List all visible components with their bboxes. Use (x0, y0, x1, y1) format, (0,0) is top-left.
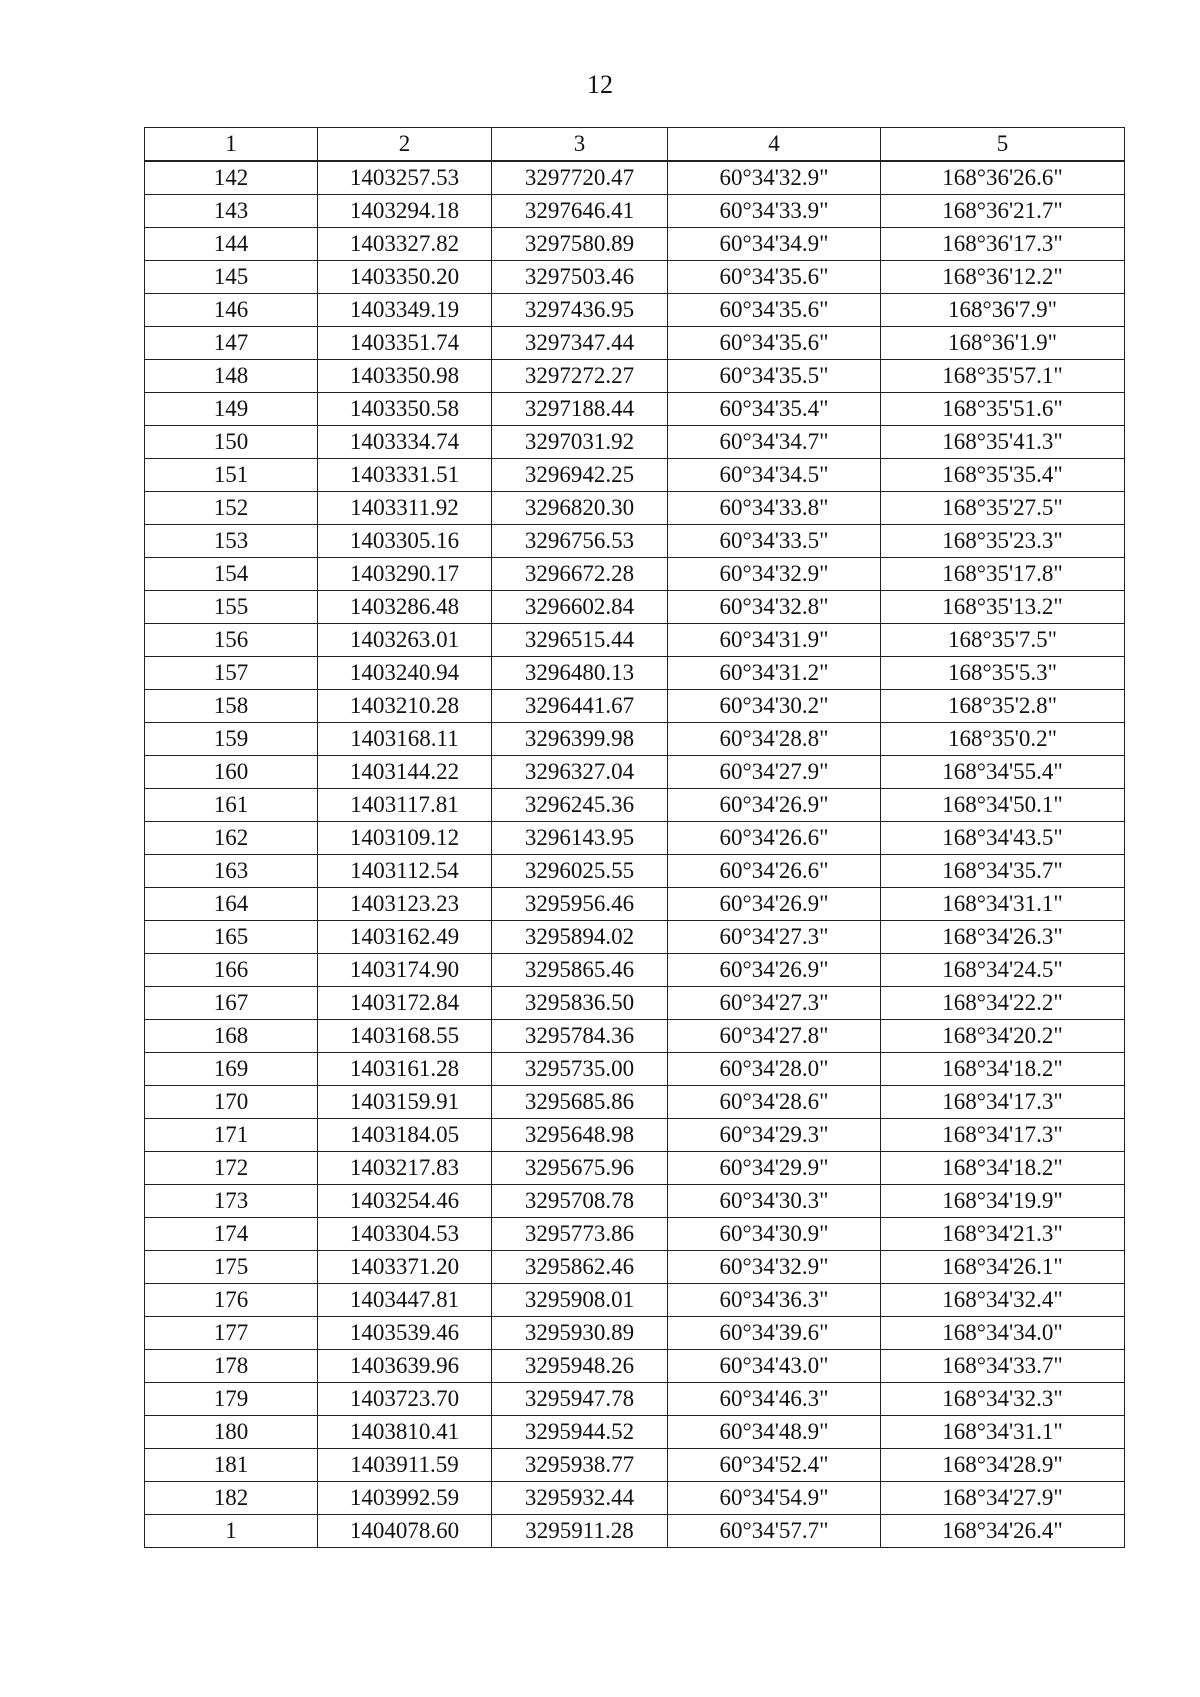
y-coordinate-cell: 3297580.89 (492, 228, 668, 261)
x-coordinate-cell: 1403305.16 (318, 525, 492, 558)
point-number-cell: 178 (145, 1350, 318, 1383)
longitude-cell: 168°34'18.2" (881, 1053, 1125, 1086)
longitude-cell: 168°34'17.3" (881, 1086, 1125, 1119)
point-number-cell: 172 (145, 1152, 318, 1185)
longitude-cell: 168°34'35.7" (881, 855, 1125, 888)
point-number-cell: 147 (145, 327, 318, 360)
header-col-4: 4 (668, 128, 881, 162)
latitude-cell: 60°34'33.9" (668, 195, 881, 228)
point-number-cell: 157 (145, 657, 318, 690)
x-coordinate-cell: 1403447.81 (318, 1284, 492, 1317)
x-coordinate-cell: 1403350.58 (318, 393, 492, 426)
x-coordinate-cell: 1403351.74 (318, 327, 492, 360)
y-coordinate-cell: 3295944.52 (492, 1416, 668, 1449)
x-coordinate-cell: 1403911.59 (318, 1449, 492, 1482)
longitude-cell: 168°34'31.1" (881, 1416, 1125, 1449)
point-number-cell: 171 (145, 1119, 318, 1152)
y-coordinate-cell: 3295735.00 (492, 1053, 668, 1086)
longitude-cell: 168°34'22.2" (881, 987, 1125, 1020)
table-row (145, 1053, 1125, 1086)
latitude-cell: 60°34'30.2" (668, 690, 881, 723)
x-coordinate-cell: 1403304.53 (318, 1218, 492, 1251)
table-row (145, 591, 1125, 624)
latitude-cell: 60°34'34.7" (668, 426, 881, 459)
x-coordinate-cell: 1403539.46 (318, 1317, 492, 1350)
table-row (145, 690, 1125, 723)
point-number-cell: 142 (145, 161, 318, 195)
page-number: 12 (587, 70, 613, 99)
point-number-cell: 156 (145, 624, 318, 657)
table-row (145, 1284, 1125, 1317)
x-coordinate-cell: 1403144.22 (318, 756, 492, 789)
latitude-cell: 60°34'27.8" (668, 1020, 881, 1053)
table-row (145, 525, 1125, 558)
latitude-cell: 60°34'32.9" (668, 1251, 881, 1284)
x-coordinate-cell: 1403174.90 (318, 954, 492, 987)
y-coordinate-cell: 3295938.77 (492, 1449, 668, 1482)
table-row (145, 261, 1125, 294)
point-number-cell: 166 (145, 954, 318, 987)
header-col-2: 2 (318, 128, 492, 162)
longitude-cell: 168°35'7.5" (881, 624, 1125, 657)
longitude-cell: 168°36'1.9" (881, 327, 1125, 360)
table-row (145, 1449, 1125, 1482)
x-coordinate-cell: 1403117.81 (318, 789, 492, 822)
latitude-cell: 60°34'28.8" (668, 723, 881, 756)
y-coordinate-cell: 3295708.78 (492, 1185, 668, 1218)
latitude-cell: 60°34'31.2" (668, 657, 881, 690)
point-number-cell: 161 (145, 789, 318, 822)
latitude-cell: 60°34'26.6" (668, 822, 881, 855)
y-coordinate-cell: 3297720.47 (492, 161, 668, 195)
x-coordinate-cell: 1403311.92 (318, 492, 492, 525)
table-row (145, 1086, 1125, 1119)
latitude-cell: 60°34'26.9" (668, 789, 881, 822)
x-coordinate-cell: 1403168.55 (318, 1020, 492, 1053)
table-row (145, 1152, 1125, 1185)
point-number-cell: 153 (145, 525, 318, 558)
header-col-3: 3 (492, 128, 668, 162)
x-coordinate-cell: 1403723.70 (318, 1383, 492, 1416)
longitude-cell: 168°35'5.3" (881, 657, 1125, 690)
y-coordinate-cell: 3296602.84 (492, 591, 668, 624)
y-coordinate-cell: 3295947.78 (492, 1383, 668, 1416)
longitude-cell: 168°34'50.1" (881, 789, 1125, 822)
x-coordinate-cell: 1404078.60 (318, 1515, 492, 1548)
latitude-cell: 60°34'46.3" (668, 1383, 881, 1416)
point-number-cell: 165 (145, 921, 318, 954)
latitude-cell: 60°34'31.9" (668, 624, 881, 657)
table-row (145, 756, 1125, 789)
point-number-cell: 146 (145, 294, 318, 327)
latitude-cell: 60°34'27.3" (668, 987, 881, 1020)
coordinates-table (144, 127, 1125, 1548)
latitude-cell: 60°34'26.6" (668, 855, 881, 888)
latitude-cell: 60°34'35.5" (668, 360, 881, 393)
y-coordinate-cell: 3296480.13 (492, 657, 668, 690)
x-coordinate-cell: 1403331.51 (318, 459, 492, 492)
longitude-cell: 168°35'51.6" (881, 393, 1125, 426)
latitude-cell: 60°34'28.6" (668, 1086, 881, 1119)
y-coordinate-cell: 3297646.41 (492, 195, 668, 228)
x-coordinate-cell: 1403810.41 (318, 1416, 492, 1449)
latitude-cell: 60°34'35.6" (668, 327, 881, 360)
point-number-cell: 150 (145, 426, 318, 459)
table-row (145, 888, 1125, 921)
table-row (145, 1119, 1125, 1152)
point-number-cell: 177 (145, 1317, 318, 1350)
y-coordinate-cell: 3297503.46 (492, 261, 668, 294)
y-coordinate-cell: 3295956.46 (492, 888, 668, 921)
x-coordinate-cell: 1403350.20 (318, 261, 492, 294)
y-coordinate-cell: 3295948.26 (492, 1350, 668, 1383)
table-row (145, 822, 1125, 855)
table-row (145, 1482, 1125, 1515)
table-row (145, 1185, 1125, 1218)
x-coordinate-cell: 1403263.01 (318, 624, 492, 657)
table-row (145, 558, 1125, 591)
y-coordinate-cell: 3297031.92 (492, 426, 668, 459)
latitude-cell: 60°34'26.9" (668, 954, 881, 987)
x-coordinate-cell: 1403254.46 (318, 1185, 492, 1218)
point-number-cell: 143 (145, 195, 318, 228)
x-coordinate-cell: 1403109.12 (318, 822, 492, 855)
longitude-cell: 168°34'24.5" (881, 954, 1125, 987)
x-coordinate-cell: 1403290.17 (318, 558, 492, 591)
longitude-cell: 168°34'34.0" (881, 1317, 1125, 1350)
y-coordinate-cell: 3295894.02 (492, 921, 668, 954)
latitude-cell: 60°34'43.0" (668, 1350, 881, 1383)
longitude-cell: 168°36'26.6" (881, 161, 1125, 195)
y-coordinate-cell: 3297436.95 (492, 294, 668, 327)
latitude-cell: 60°34'27.3" (668, 921, 881, 954)
x-coordinate-cell: 1403371.20 (318, 1251, 492, 1284)
point-number-cell: 152 (145, 492, 318, 525)
x-coordinate-cell: 1403172.84 (318, 987, 492, 1020)
latitude-cell: 60°34'35.4" (668, 393, 881, 426)
table-row (145, 393, 1125, 426)
y-coordinate-cell: 3296756.53 (492, 525, 668, 558)
latitude-cell: 60°34'27.9" (668, 756, 881, 789)
point-number-cell: 154 (145, 558, 318, 591)
table-row (145, 987, 1125, 1020)
point-number-cell: 145 (145, 261, 318, 294)
point-number-cell: 164 (145, 888, 318, 921)
y-coordinate-cell: 3295784.36 (492, 1020, 668, 1053)
y-coordinate-cell: 3295930.89 (492, 1317, 668, 1350)
table-row (145, 1317, 1125, 1350)
point-number-cell: 169 (145, 1053, 318, 1086)
point-number-cell: 181 (145, 1449, 318, 1482)
y-coordinate-cell: 3295675.96 (492, 1152, 668, 1185)
latitude-cell: 60°34'30.3" (668, 1185, 881, 1218)
longitude-cell: 168°34'55.4" (881, 756, 1125, 789)
longitude-cell: 168°35'23.3" (881, 525, 1125, 558)
table-body (145, 161, 1125, 1548)
longitude-cell: 168°34'27.9" (881, 1482, 1125, 1515)
y-coordinate-cell: 3296441.67 (492, 690, 668, 723)
point-number-cell: 159 (145, 723, 318, 756)
y-coordinate-cell: 3296515.44 (492, 624, 668, 657)
table-row (145, 954, 1125, 987)
point-number-cell: 158 (145, 690, 318, 723)
table-row (145, 459, 1125, 492)
longitude-cell: 168°34'43.5" (881, 822, 1125, 855)
point-number-cell: 1 (145, 1515, 318, 1548)
x-coordinate-cell: 1403294.18 (318, 195, 492, 228)
latitude-cell: 60°34'52.4" (668, 1449, 881, 1482)
point-number-cell: 167 (145, 987, 318, 1020)
y-coordinate-cell: 3296245.36 (492, 789, 668, 822)
x-coordinate-cell: 1403210.28 (318, 690, 492, 723)
longitude-cell: 168°34'33.7" (881, 1350, 1125, 1383)
latitude-cell: 60°34'29.3" (668, 1119, 881, 1152)
y-coordinate-cell: 3296942.25 (492, 459, 668, 492)
x-coordinate-cell: 1403159.91 (318, 1086, 492, 1119)
x-coordinate-cell: 1403334.74 (318, 426, 492, 459)
table-row (145, 1251, 1125, 1284)
latitude-cell: 60°34'36.3" (668, 1284, 881, 1317)
point-number-cell: 160 (145, 756, 318, 789)
point-number-cell: 182 (145, 1482, 318, 1515)
table-row (145, 161, 1125, 195)
y-coordinate-cell: 3296025.55 (492, 855, 668, 888)
latitude-cell: 60°34'39.6" (668, 1317, 881, 1350)
point-number-cell: 173 (145, 1185, 318, 1218)
latitude-cell: 60°34'33.5" (668, 525, 881, 558)
y-coordinate-cell: 3295685.86 (492, 1086, 668, 1119)
longitude-cell: 168°34'31.1" (881, 888, 1125, 921)
latitude-cell: 60°34'35.6" (668, 261, 881, 294)
longitude-cell: 168°36'12.2" (881, 261, 1125, 294)
longitude-cell: 168°36'17.3" (881, 228, 1125, 261)
longitude-cell: 168°34'26.3" (881, 921, 1125, 954)
y-coordinate-cell: 3296143.95 (492, 822, 668, 855)
table-row (145, 1515, 1125, 1548)
x-coordinate-cell: 1403639.96 (318, 1350, 492, 1383)
table-row (145, 624, 1125, 657)
x-coordinate-cell: 1403168.11 (318, 723, 492, 756)
x-coordinate-cell: 1403286.48 (318, 591, 492, 624)
y-coordinate-cell: 3297188.44 (492, 393, 668, 426)
point-number-cell: 174 (145, 1218, 318, 1251)
latitude-cell: 60°34'54.9" (668, 1482, 881, 1515)
y-coordinate-cell: 3296672.28 (492, 558, 668, 591)
x-coordinate-cell: 1403217.83 (318, 1152, 492, 1185)
y-coordinate-cell: 3295911.28 (492, 1515, 668, 1548)
y-coordinate-cell: 3296399.98 (492, 723, 668, 756)
latitude-cell: 60°34'34.5" (668, 459, 881, 492)
table-row (145, 855, 1125, 888)
latitude-cell: 60°34'35.6" (668, 294, 881, 327)
longitude-cell: 168°34'28.9" (881, 1449, 1125, 1482)
y-coordinate-cell: 3295932.44 (492, 1482, 668, 1515)
point-number-cell: 144 (145, 228, 318, 261)
y-coordinate-cell: 3296820.30 (492, 492, 668, 525)
table-row (145, 1218, 1125, 1251)
latitude-cell: 60°34'32.8" (668, 591, 881, 624)
longitude-cell: 168°34'21.3" (881, 1218, 1125, 1251)
x-coordinate-cell: 1403992.59 (318, 1482, 492, 1515)
y-coordinate-cell: 3297347.44 (492, 327, 668, 360)
x-coordinate-cell: 1403162.49 (318, 921, 492, 954)
latitude-cell: 60°34'34.9" (668, 228, 881, 261)
longitude-cell: 168°35'57.1" (881, 360, 1125, 393)
table-row (145, 921, 1125, 954)
y-coordinate-cell: 3297272.27 (492, 360, 668, 393)
table-row (145, 789, 1125, 822)
point-number-cell: 148 (145, 360, 318, 393)
point-number-cell: 179 (145, 1383, 318, 1416)
y-coordinate-cell: 3296327.04 (492, 756, 668, 789)
x-coordinate-cell: 1403184.05 (318, 1119, 492, 1152)
table-row (145, 492, 1125, 525)
x-coordinate-cell: 1403123.23 (318, 888, 492, 921)
y-coordinate-cell: 3295862.46 (492, 1251, 668, 1284)
table-row (145, 1020, 1125, 1053)
longitude-cell: 168°35'27.5" (881, 492, 1125, 525)
latitude-cell: 60°34'32.9" (668, 558, 881, 591)
header-col-5: 5 (881, 128, 1125, 162)
header-row (145, 128, 1125, 162)
x-coordinate-cell: 1403349.19 (318, 294, 492, 327)
latitude-cell: 60°34'33.8" (668, 492, 881, 525)
point-number-cell: 162 (145, 822, 318, 855)
longitude-cell: 168°34'32.3" (881, 1383, 1125, 1416)
x-coordinate-cell: 1403327.82 (318, 228, 492, 261)
point-number-cell: 163 (145, 855, 318, 888)
table-row (145, 426, 1125, 459)
table-header (145, 128, 1125, 162)
latitude-cell: 60°34'32.9" (668, 161, 881, 195)
x-coordinate-cell: 1403240.94 (318, 657, 492, 690)
longitude-cell: 168°34'17.3" (881, 1119, 1125, 1152)
latitude-cell: 60°34'57.7" (668, 1515, 881, 1548)
y-coordinate-cell: 3295865.46 (492, 954, 668, 987)
longitude-cell: 168°34'18.2" (881, 1152, 1125, 1185)
point-number-cell: 151 (145, 459, 318, 492)
longitude-cell: 168°35'41.3" (881, 426, 1125, 459)
longitude-cell: 168°34'19.9" (881, 1185, 1125, 1218)
longitude-cell: 168°35'17.8" (881, 558, 1125, 591)
table-row (145, 360, 1125, 393)
longitude-cell: 168°35'0.2" (881, 723, 1125, 756)
latitude-cell: 60°34'28.0" (668, 1053, 881, 1086)
table-row (145, 294, 1125, 327)
point-number-cell: 155 (145, 591, 318, 624)
point-number-cell: 168 (145, 1020, 318, 1053)
latitude-cell: 60°34'48.9" (668, 1416, 881, 1449)
table-row (145, 1350, 1125, 1383)
x-coordinate-cell: 1403350.98 (318, 360, 492, 393)
header-col-1: 1 (145, 128, 318, 162)
latitude-cell: 60°34'26.9" (668, 888, 881, 921)
longitude-cell: 168°36'21.7" (881, 195, 1125, 228)
longitude-cell: 168°35'35.4" (881, 459, 1125, 492)
longitude-cell: 168°34'26.4" (881, 1515, 1125, 1548)
table-row (145, 657, 1125, 690)
table-row (145, 723, 1125, 756)
longitude-cell: 168°35'13.2" (881, 591, 1125, 624)
table-row (145, 195, 1125, 228)
table-row (145, 327, 1125, 360)
x-coordinate-cell: 1403257.53 (318, 161, 492, 195)
table-row (145, 1383, 1125, 1416)
point-number-cell: 175 (145, 1251, 318, 1284)
latitude-cell: 60°34'30.9" (668, 1218, 881, 1251)
x-coordinate-cell: 1403161.28 (318, 1053, 492, 1086)
point-number-cell: 176 (145, 1284, 318, 1317)
y-coordinate-cell: 3295648.98 (492, 1119, 668, 1152)
longitude-cell: 168°34'32.4" (881, 1284, 1125, 1317)
table-row (145, 228, 1125, 261)
latitude-cell: 60°34'29.9" (668, 1152, 881, 1185)
longitude-cell: 168°34'20.2" (881, 1020, 1125, 1053)
longitude-cell: 168°36'7.9" (881, 294, 1125, 327)
point-number-cell: 170 (145, 1086, 318, 1119)
longitude-cell: 168°34'26.1" (881, 1251, 1125, 1284)
point-number-cell: 180 (145, 1416, 318, 1449)
longitude-cell: 168°35'2.8" (881, 690, 1125, 723)
y-coordinate-cell: 3295836.50 (492, 987, 668, 1020)
table-row (145, 1416, 1125, 1449)
x-coordinate-cell: 1403112.54 (318, 855, 492, 888)
point-number-cell: 149 (145, 393, 318, 426)
y-coordinate-cell: 3295773.86 (492, 1218, 668, 1251)
y-coordinate-cell: 3295908.01 (492, 1284, 668, 1317)
